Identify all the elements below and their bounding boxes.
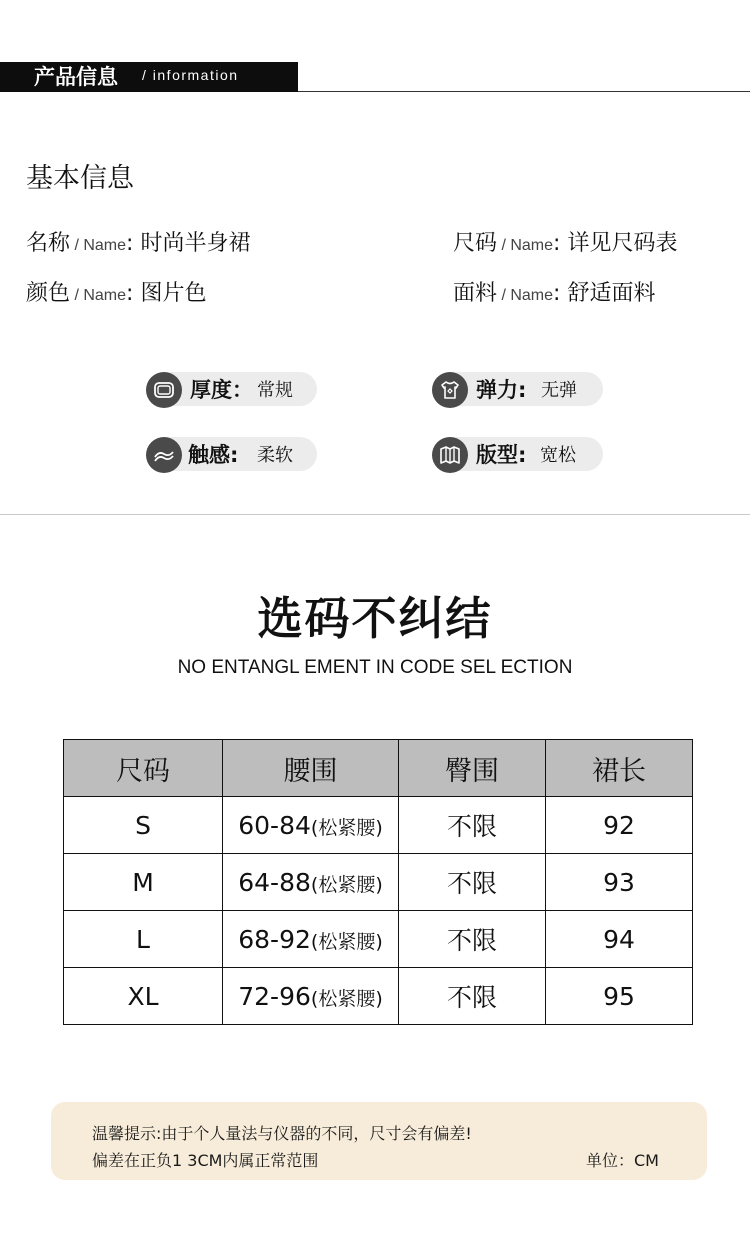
col-header-waist: 腰围	[223, 740, 399, 797]
cell-size: M	[64, 854, 223, 911]
attr-label: 版型:	[476, 443, 527, 467]
info-label: 名称	[26, 231, 71, 256]
cell-waist: 72-96(松紧腰)	[223, 968, 399, 1025]
info-colon: :	[553, 231, 561, 256]
attr-value: 常规	[257, 380, 293, 401]
cell-length: 94	[546, 911, 693, 968]
size-table-header-row	[64, 740, 693, 797]
section-divider	[0, 514, 750, 515]
col-header-length: 裙长	[546, 740, 693, 797]
info-label: 面料	[453, 281, 498, 306]
info-name-sep: / Name	[497, 287, 554, 304]
size-section-subtitle: NO ENTANGL EMENT IN CODE SEL ECTION	[177, 657, 573, 678]
table-row	[64, 797, 693, 854]
info-colon: :	[126, 281, 134, 306]
cell-hip: 不限	[399, 854, 546, 911]
cell-size: L	[64, 911, 223, 968]
attr-label: 弹力:	[476, 378, 527, 402]
info-row-name	[26, 230, 250, 260]
header-subtitle: / information	[142, 67, 239, 83]
attr-value: 宽松	[540, 445, 576, 466]
col-header-hip: 臀围	[399, 740, 546, 797]
notice-unit: 单位：CM	[586, 1151, 659, 1170]
info-label: 颜色	[26, 281, 71, 306]
info-value: 详见尺码表	[567, 231, 678, 256]
cell-length: 93	[546, 854, 693, 911]
info-colon: :	[126, 231, 134, 256]
cell-waist: 68-92(松紧腰)	[223, 911, 399, 968]
basic-info-title: 基本信息	[26, 163, 134, 194]
col-header-size: 尺码	[64, 740, 223, 797]
attr-label: 厚度：	[190, 378, 253, 402]
cell-length: 95	[546, 968, 693, 1025]
cell-hip: 不限	[399, 797, 546, 854]
cell-size: XL	[64, 968, 223, 1025]
header-title: 产品信息	[34, 65, 118, 89]
info-name-sep: / Name	[70, 287, 127, 304]
table-row	[64, 911, 693, 968]
size-table	[63, 739, 693, 1025]
info-value: 舒适面料	[567, 281, 656, 306]
notice-line-1: 温馨提示:由于个人量法与仪器的不同，尺寸会有偏差!	[92, 1124, 472, 1143]
cell-hip: 不限	[399, 911, 546, 968]
cell-waist: 64-88(松紧腰)	[223, 854, 399, 911]
info-row-fabric	[453, 280, 655, 310]
tshirt-icon	[432, 372, 468, 408]
table-row	[64, 854, 693, 911]
attr-label: 触感:	[188, 443, 239, 467]
pattern-icon	[432, 437, 468, 473]
notice-line-2: 偏差在正负1 3CM内属正常范围	[92, 1151, 319, 1170]
info-colon: :	[553, 281, 561, 306]
cell-waist: 60-84(松紧腰)	[223, 797, 399, 854]
layers-icon	[146, 372, 182, 408]
info-row-size	[453, 230, 677, 260]
info-name-sep: / Name	[70, 237, 127, 254]
info-value: 时尚半身裙	[140, 231, 251, 256]
info-value: 图片色	[140, 281, 207, 306]
header-rule	[298, 91, 750, 92]
info-label: 尺码	[453, 231, 498, 256]
table-row	[64, 968, 693, 1025]
info-row-color	[26, 280, 206, 310]
size-section-title: 选码不纠结	[257, 592, 493, 645]
fabric-icon	[146, 437, 182, 473]
attr-value: 柔软	[257, 445, 293, 466]
cell-length: 92	[546, 797, 693, 854]
cell-hip: 不限	[399, 968, 546, 1025]
cell-size: S	[64, 797, 223, 854]
info-name-sep: / Name	[497, 237, 554, 254]
attr-value: 无弹	[541, 380, 577, 401]
